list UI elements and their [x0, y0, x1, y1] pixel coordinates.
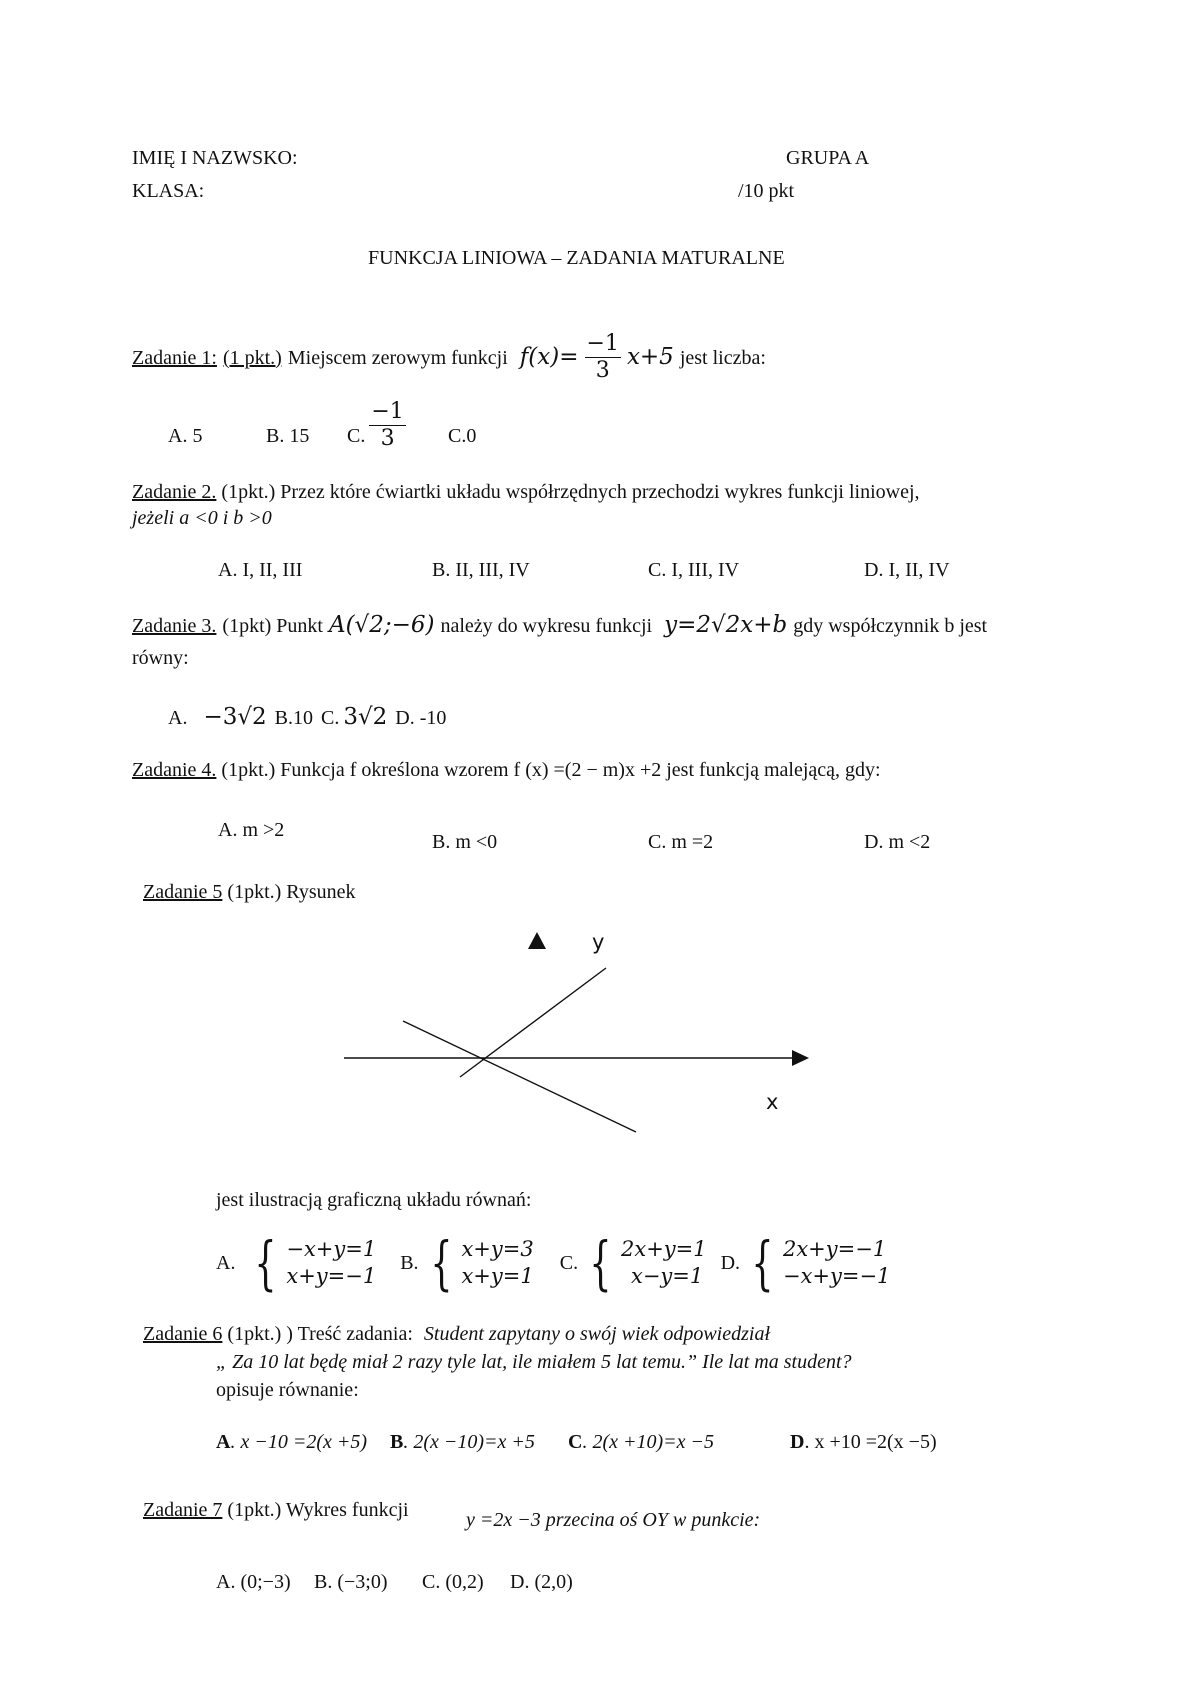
task-3-option-b[interactable]: B.10 — [274, 706, 313, 729]
task-1-function-rest: x+5 — [626, 344, 674, 371]
task-6-option-c[interactable] — [568, 1432, 714, 1452]
task-2-text: (1pkt.) Przez które ćwiartki układu współrzędnych przechodzi wykres funkcji liniowej, — [221, 481, 920, 503]
fraction-numerator: −1 — [585, 332, 621, 358]
task-1-option-b[interactable]: B. 15 — [266, 425, 310, 447]
task-1-function: f(x)= — [519, 344, 579, 371]
task-2-option-d[interactable]: D. I, II, IV — [864, 559, 950, 581]
task-5-option-c[interactable] — [582, 1229, 707, 1297]
task-5-question — [143, 882, 355, 902]
y-axis-label: y — [592, 930, 605, 954]
page-title: FUNKCJA LINIOWA – ZADANIA MATURALNE — [368, 247, 785, 269]
task-1-question — [132, 332, 766, 383]
task-6-option-b[interactable] — [390, 1432, 535, 1452]
task-3-question — [132, 614, 987, 637]
option-text: . 2(x −10)=x +5 — [403, 1431, 535, 1453]
task-2-option-c[interactable]: C. I, III, IV — [648, 559, 740, 581]
task-5-option-a-label[interactable]: A. — [216, 1252, 236, 1274]
task-3-option-a[interactable]: −3√2 — [203, 704, 267, 730]
task-4-label: Zadanie 4. — [132, 759, 217, 781]
task-7-function: y =2x −3 przecina oś OY w punkcie: — [466, 1509, 761, 1531]
option-c-label: C. — [347, 424, 366, 447]
task-5-option-b[interactable] — [423, 1229, 534, 1297]
task-7-text: (1pkt.) Wykres funkcji — [227, 1499, 409, 1521]
task-3-point: A(√2;−6) — [328, 612, 435, 638]
task-7-option-b[interactable]: B. (−3;0) — [314, 1571, 388, 1593]
task-3-text-3: gdy współczynnik b jest — [793, 614, 988, 637]
fraction-numerator: −1 — [369, 400, 405, 426]
option-text: . x +10 =2(x −5) — [804, 1431, 937, 1453]
task-3-line-2: równy: — [132, 647, 189, 669]
task-5-option-b-label[interactable]: B. — [400, 1252, 419, 1274]
option-text: . x −10 =2(x +5) — [230, 1431, 368, 1453]
task-5-options — [216, 1229, 891, 1297]
task-4-text: (1pkt.) Funkcja f określona wzorem f (x) =(2 − m)x +2 jest funkcją malejącą, gdy: — [221, 759, 881, 781]
option-label: A — [216, 1431, 231, 1453]
task-3-option-c-label[interactable]: C. — [321, 706, 340, 729]
task-1-option-a[interactable]: A. 5 — [168, 425, 203, 447]
task-2-condition: jeżeli a <0 i b >0 — [132, 507, 272, 529]
task-5-option-a[interactable] — [247, 1229, 377, 1297]
task-2-label: Zadanie 2. — [132, 481, 217, 503]
task-6-option-d[interactable] — [790, 1432, 937, 1452]
class-label: KLASA: — [132, 180, 205, 202]
equation: x+y=−1 — [286, 1264, 377, 1288]
task-2-question — [132, 482, 920, 502]
task-1-fraction — [585, 332, 621, 383]
task-7-option-c[interactable]: C. (0,2) — [422, 1571, 484, 1593]
task-1-points: (1 pkt.) — [222, 346, 282, 369]
option-text: . 2(x +10)=x −5 — [582, 1431, 715, 1453]
task-5-text: (1pkt.) Rysunek — [227, 881, 356, 903]
task-7-label: Zadanie 7 — [143, 1499, 223, 1521]
task-6-line-3: opisuje równanie: — [216, 1379, 359, 1401]
option-label: C — [568, 1431, 583, 1453]
equation: 2x+y=−1 — [782, 1236, 887, 1261]
option-label: D — [790, 1431, 805, 1453]
brace-icon: { — [254, 1229, 277, 1297]
task-6-text: (1pkt.) ) Treść zadania: — [227, 1323, 413, 1345]
fraction-denominator: 3 — [595, 358, 610, 384]
option-label: B — [390, 1431, 404, 1453]
task-6-label: Zadanie 6 — [143, 1323, 223, 1345]
task-2-option-a[interactable]: A. I, II, III — [218, 559, 303, 581]
task-3-option-a-label[interactable]: A. — [168, 706, 188, 729]
task-6-question — [143, 1324, 770, 1344]
task-3-option-d[interactable]: D. -10 — [395, 706, 447, 729]
task-5-option-d[interactable] — [744, 1229, 891, 1297]
task-1-option-c[interactable] — [347, 400, 406, 451]
task-2-option-b[interactable]: B. II, III, IV — [432, 559, 530, 581]
task-1-label: Zadanie 1: — [132, 346, 217, 369]
task-3-option-c[interactable]: 3√2 — [343, 704, 388, 730]
equation: x−y=1 — [630, 1264, 704, 1288]
task-3-text-1: (1pkt) Punkt — [222, 614, 323, 637]
task-1-tail: jest liczba: — [679, 346, 766, 369]
brace-icon: { — [429, 1229, 453, 1297]
task-5-label: Zadanie 5 — [143, 881, 223, 903]
task-4-option-b[interactable]: B. m <0 — [432, 831, 498, 853]
task-6-quote-1: Student zapytany o swój wiek odpowiedział — [423, 1323, 771, 1345]
task-6-quote-2: „ Za 10 lat będę miał 2 razy tyle lat, ile miałem 5 lat temu.” Ile lat ma student? — [216, 1351, 852, 1373]
task-7-question — [143, 1500, 409, 1520]
brace-icon: { — [751, 1229, 774, 1297]
task-3-function: y=2√2x+b — [664, 612, 788, 638]
fraction-denominator: 3 — [380, 426, 395, 452]
equation: x+y=3 — [461, 1236, 534, 1261]
equation: x+y=1 — [461, 1264, 534, 1288]
rising-line — [460, 968, 606, 1077]
task-4-question — [132, 760, 881, 780]
option-c-fraction — [369, 400, 405, 451]
task-4-option-c[interactable]: C. m =2 — [648, 831, 714, 853]
task-4-option-d[interactable]: D. m <2 — [864, 831, 931, 853]
task-1-text: Miejscem zerowym funkcji — [287, 346, 508, 369]
x-axis-label: x — [766, 1090, 779, 1114]
group-label: GRUPA A — [786, 147, 870, 169]
task-5-option-d-label[interactable]: D. — [720, 1252, 741, 1274]
brace-icon: { — [589, 1229, 612, 1297]
x-axis-arrow-icon — [792, 1050, 809, 1066]
task-3-label: Zadanie 3. — [132, 614, 217, 637]
equation: −x+y=1 — [286, 1236, 377, 1261]
task-3-text-2: należy do wykresu funkcji — [440, 614, 653, 637]
task-7-option-a[interactable]: A. (0;−3) — [216, 1571, 291, 1593]
equation: −x+y=−1 — [782, 1264, 891, 1288]
task-5-option-c-label[interactable]: C. — [559, 1252, 579, 1274]
task-6-option-a[interactable] — [216, 1432, 367, 1452]
falling-line — [403, 1021, 636, 1132]
task-3-options — [168, 706, 446, 729]
equation: 2x+y=1 — [620, 1236, 707, 1261]
y-axis-arrow-icon — [528, 932, 546, 949]
task-7-option-d[interactable]: D. (2,0) — [510, 1571, 573, 1593]
task-1-option-d[interactable]: C.0 — [448, 425, 477, 447]
task-5-caption: jest ilustracją graficzną układu równań: — [216, 1189, 532, 1211]
task-4-option-a[interactable]: A. m >2 — [218, 819, 285, 841]
name-label: IMIĘ I NAZWSKO: — [132, 147, 298, 169]
points-total: /10 pkt — [738, 180, 795, 202]
